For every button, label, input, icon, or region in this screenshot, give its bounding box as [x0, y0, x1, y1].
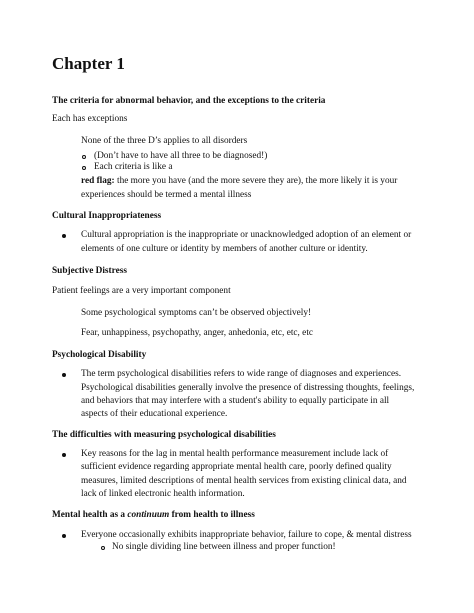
continuum-heading: [52, 510, 255, 521]
criteria-line-2: (Don’t have to have all three to be diagnosed!): [94, 151, 268, 161]
bullet-icon: [62, 453, 66, 457]
cultural-heading: Cultural Inappropriateness: [52, 211, 162, 221]
distress-intro: Patient feelings are a very important component: [52, 286, 231, 296]
criteria-line-1: None of the three D’s applies to all disorders: [81, 136, 248, 146]
measuring-line-4: lack of linked electronic health information.: [81, 489, 245, 499]
hollow-bullet-icon: [82, 155, 86, 159]
criteria-heading: The criteria for abnormal behavior, and the exceptions to the criteria: [52, 96, 326, 106]
chapter-title: Chapter 1: [52, 54, 125, 73]
distress-line-2: Fear, unhappiness, psychopathy, anger, anhedonia, etc, etc, etc: [81, 328, 314, 338]
cultural-bullet-line-1: Cultural appropriation is the inappropriate or unacknowledged adoption of an element or: [81, 230, 412, 240]
criteria-line-3: Each criteria is like a: [94, 162, 173, 172]
disability-line-3: and behaviors that may interfere with a student's ability to equally participate in all: [81, 396, 390, 406]
red-flag-term: red flag:: [81, 176, 115, 186]
bullet-icon: [62, 234, 66, 238]
criteria-red-flag-line: [81, 176, 397, 187]
criteria-intro: Each has exceptions: [52, 114, 128, 124]
cultural-bullet-line-2: elements of one culture or identity by members of another culture or identity.: [81, 244, 368, 254]
bullet-icon: [62, 373, 66, 377]
disability-line-2: Psychological disabilities generally involve the presence of distressing thoughts, feelings,: [81, 383, 415, 393]
measuring-line-1: Key reasons for the lag in mental health performance measurement include lack of: [81, 449, 389, 459]
criteria-line-5: experiences should be termed a mental illness: [81, 190, 252, 200]
red-flag-text: the more you have (and the more severe they are), the more likely it is your: [114, 176, 398, 186]
distress-line-1: Some psychological symptoms can’t be observed objectively!: [81, 308, 312, 318]
measuring-line-2: sufficient evidence regarding appropriate mental health care, poorly defined quality: [81, 462, 392, 472]
hollow-bullet-icon: [82, 166, 86, 170]
continuum-heading-post: from health to illness: [169, 510, 255, 520]
disability-heading: Psychological Disability: [52, 350, 147, 360]
disability-line-1: The term psychological disabilities refers to wide range of diagnoses and experiences.: [81, 369, 402, 379]
measuring-line-3: measures, limited descriptions of mental health services from existing clinical data, and: [81, 476, 407, 486]
disability-line-4: aspects of their educational experience.: [81, 409, 228, 419]
hollow-bullet-icon: [101, 546, 105, 550]
bullet-icon: [62, 534, 66, 538]
distress-heading: Subjective Distress: [52, 266, 127, 276]
continuum-sub-bullet-1: No single dividing line between illness and proper function!: [112, 542, 336, 552]
measuring-heading: The difficulties with measuring psychological disabilities: [52, 430, 276, 440]
continuum-bullet-1: Everyone occasionally exhibits inappropriate behavior, failure to cope, & mental distress: [81, 530, 412, 540]
continuum-heading-pre: Mental health as a: [52, 510, 128, 520]
continuum-heading-italic: continuum: [127, 510, 170, 520]
